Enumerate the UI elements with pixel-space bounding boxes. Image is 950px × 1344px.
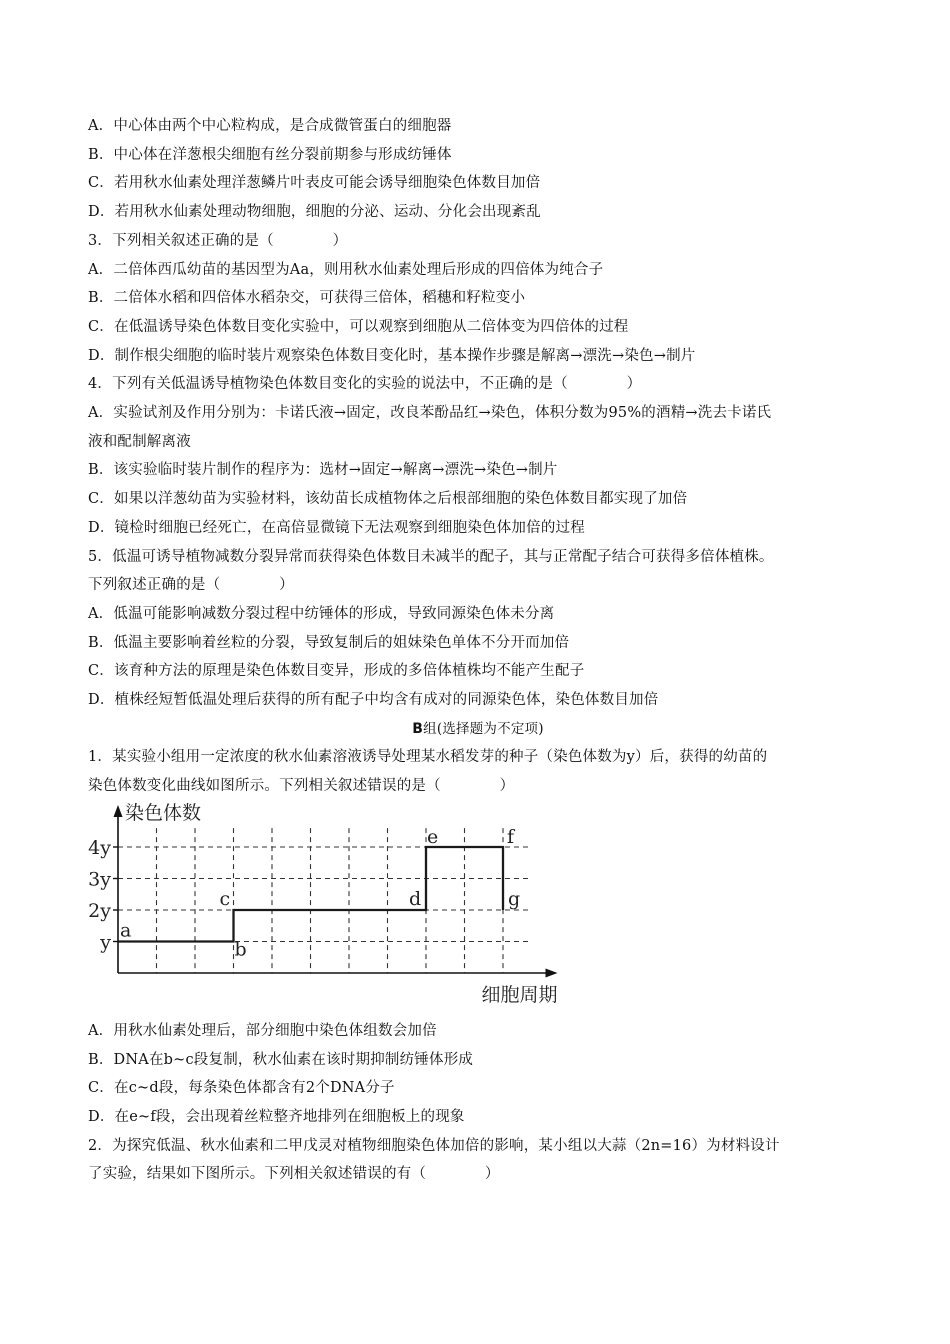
q4-option-c: C．如果以洋葱幼苗为实验材料，该幼苗长成植物体之后根部细胞的染色体数目都实现了加倍 [88, 491, 688, 508]
chromosome-count-chart [88, 803, 608, 1017]
q4-option-d: D．镜检时细胞已经死亡，在高倍显微镜下无法观察到细胞染色体加倍的过程 [88, 519, 585, 536]
group-b-note: 组(选择题为不定项) [423, 720, 544, 737]
q4-option-a-line1: A．实验试剂及作用分别为：卡诺氏液→固定，改良苯酚品红→染色，体积分数为95%的酒精→洗去卡诺氏 [88, 405, 772, 422]
point-label-g: g [508, 887, 521, 910]
b2-stem-line1: 2．为探究低温、秋水仙素和二甲戊灵对植物细胞染色体加倍的影响，某小组以大蒜（2n=16）为材料设计 [88, 1137, 780, 1154]
q2-option-d: D．若用秋水仙素处理动物细胞，细胞的分泌、运动、分化会出现紊乱 [88, 204, 541, 221]
q4-stem: 4．下列有关低温诱导植物染色体数目变化的实验的说法中，不正确的是（ ） [88, 376, 642, 393]
x-axis-label: 细胞周期 [481, 983, 558, 1006]
point-label-f: f [507, 825, 515, 848]
b1-option-d: D．在e~f段，会出现着丝粒整齐地排列在细胞板上的现象 [88, 1108, 465, 1125]
b1-stem-line1: 1．某实验小组用一定浓度的秋水仙素溶液诱导处理某水稻发芽的种子（染色体数为y）后，获得的幼苗的 [88, 749, 768, 766]
point-label-a: a [120, 919, 132, 942]
q5-option-d: D．植株经短暂低温处理后获得的所有配子中均含有成对的同源染色体，染色体数目加倍 [88, 692, 659, 709]
document-page [88, 112, 868, 1189]
x-axis-arrow [546, 968, 558, 977]
b1-option-b: B．DNA在b~c段复制，秋水仙素在该时期抑制纺锤体形成 [88, 1051, 474, 1068]
y-tick-label: 3y [88, 868, 111, 891]
q3-stem: 3．下列相关叙述正确的是（ ） [88, 232, 348, 249]
y-tick-label: y [100, 931, 111, 954]
q3-option-d: D．制作根尖细胞的临时装片观察染色体数目变化时，基本操作步骤是解离→漂洗→染色→制片 [88, 347, 696, 364]
b1-option-c: C．在c~d段，每条染色体都含有2个DNA分子 [88, 1080, 395, 1097]
q3-option-a: A．二倍体西瓜幼苗的基因型为Aa，则用秋水仙素处理后形成的四倍体为纯合子 [88, 261, 604, 278]
y-axis-label: 染色体数 [125, 802, 202, 824]
q2-option-c: C．若用秋水仙素处理洋葱鳞片叶表皮可能会诱导细胞染色体数目加倍 [88, 175, 541, 192]
q2-option-b: B．中心体在洋葱根尖细胞有丝分裂前期参与形成纺锤体 [88, 146, 452, 163]
q5-option-c: C．该育种方法的原理是染色体数目变异，形成的多倍体植株均不能产生配子 [88, 663, 585, 680]
point-label-c: c [219, 887, 231, 910]
point-label-e: e [427, 825, 439, 848]
q5-option-a: A．低温可能影响减数分裂过程中纺锤体的形成，导致同源染色体未分离 [88, 605, 555, 622]
group-b-letter: B [412, 720, 424, 737]
q5-stem-line2: 下列叙述正确的是（ ） [88, 577, 294, 594]
y-tick-label: 2y [88, 899, 111, 922]
q5-stem-line1: 5．低温可诱导植物减数分裂异常而获得染色体数目未减半的配子，其与正常配子结合可获得多倍体植株。 [88, 548, 774, 565]
b1-stem-line2: 染色体数变化曲线如图所示。下列相关叙述错误的是（ ） [88, 778, 515, 795]
y-axis-arrow [114, 805, 123, 817]
b1-option-a: A．用秋水仙素处理后，部分细胞中染色体组数会加倍 [88, 1022, 437, 1039]
q3-option-b: B．二倍体水稻和四倍体水稻杂交，可获得三倍体，稻穗和籽粒变小 [88, 290, 526, 307]
point-label-d: d [409, 887, 422, 910]
q2-option-a: A．中心体由两个中心粒构成，是合成微管蛋白的细胞器 [88, 118, 452, 134]
q4-option-b: B．该实验临时装片制作的程序为：选材→固定→解离→漂洗→染色→制片 [88, 462, 558, 479]
group-b-heading [88, 715, 868, 744]
b2-stem-line2: 了实验，结果如下图所示。下列相关叙述错误的有（ ） [88, 1166, 500, 1183]
point-label-b: b [234, 938, 247, 961]
y-tick-label: 4y [88, 836, 111, 859]
q3-option-c: C．在低温诱导染色体数目变化实验中，可以观察到细胞从二倍体变为四倍体的过程 [88, 318, 629, 335]
q5-option-b: B．低温主要影响着丝粒的分裂，导致复制后的姐妹染色单体不分开而加倍 [88, 634, 570, 651]
q4-option-a-line2: 液和配制解离液 [88, 433, 191, 450]
